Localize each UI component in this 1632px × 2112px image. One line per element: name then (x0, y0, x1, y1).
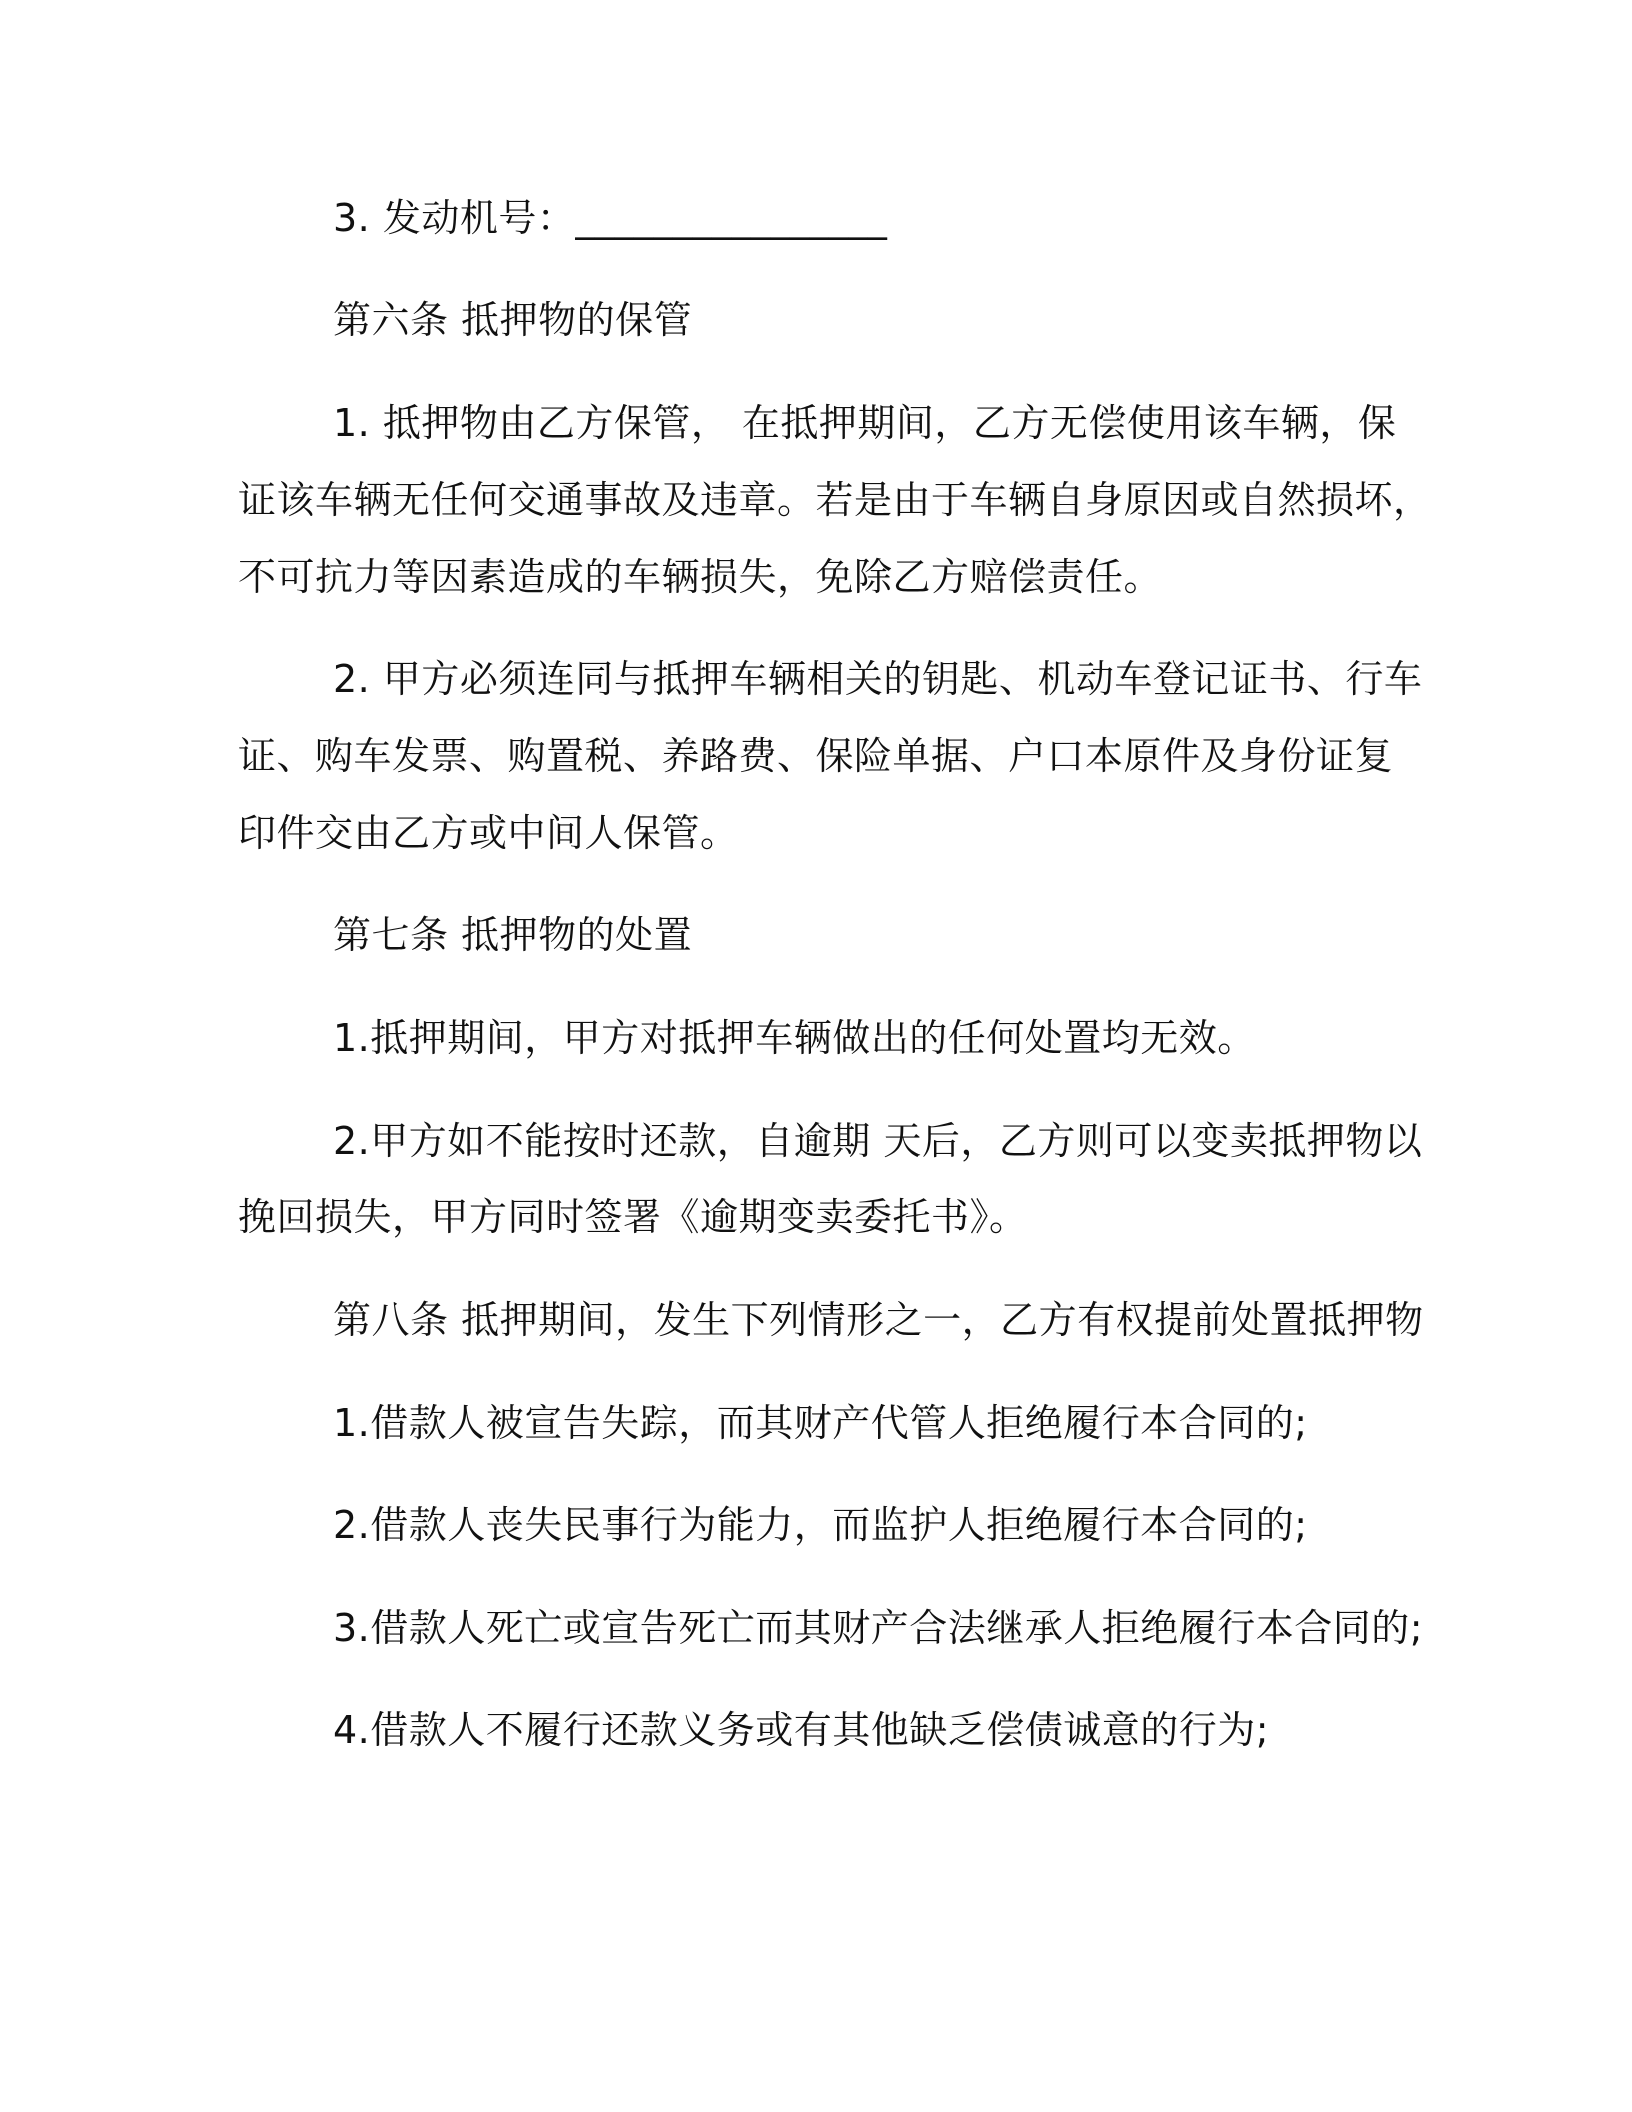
article-7-clause-2-line-2: 挽回损失，甲方同时签署《逾期变卖委托书》。 (238, 1195, 1028, 1239)
article-8-item-1: 1.借款人被宣告失踪，而其财产代管人拒绝履行本合同的; (333, 1401, 1308, 1445)
article-6-clause-2-line-1: 2. 甲方必须连同与抵押车辆相关的钥匙、机动车登记证书、行车 (333, 657, 1423, 701)
article-7-clause-1: 1.抵押期间，甲方对抵押车辆做出的任何处置均无效。 (333, 1016, 1256, 1060)
article-6-clause-1-line-3: 不可抗力等因素造成的车辆损失，免除乙方赔偿责任。 (238, 555, 1163, 599)
article-6-clause-2-line-3: 印件交由乙方或中间人保管。 (238, 811, 739, 855)
article-6-clause-1-line-2: 证该车辆无任何交通事故及违章。若是由于车辆自身原因或自然损坏， (238, 478, 1432, 522)
article-6-clause-1-line-1: 1. 抵押物由乙方保管， 在抵押期间，乙方无偿使用该车辆，保 (333, 401, 1397, 445)
engine-number-line: 3. 发动机号：________________ (333, 196, 888, 240)
article-8-heading: 第八条 抵押期间，发生下列情形之一，乙方有权提前处置抵押物 (333, 1298, 1424, 1342)
article-6-clause-2-line-2: 证、购车发票、购置税、养路费、保险单据、户口本原件及身份证复 (238, 734, 1394, 778)
article-7-clause-2-line-1: 2.甲方如不能按时还款，自逾期 天后，乙方则可以变卖抵押物以 (333, 1119, 1423, 1163)
article-8-item-4: 4.借款人不履行还款义务或有其他缺乏偿债诚意的行为; (333, 1708, 1270, 1752)
article-8-item-2: 2.借款人丧失民事行为能力，而监护人拒绝履行本合同的; (333, 1503, 1308, 1547)
article-8-item-3: 3.借款人死亡或宣告死亡而其财产合法继承人拒绝履行本合同的; (333, 1606, 1424, 1650)
article-7-heading: 第七条 抵押物的处置 (333, 913, 693, 957)
article-6-heading: 第六条 抵押物的保管 (333, 298, 693, 342)
